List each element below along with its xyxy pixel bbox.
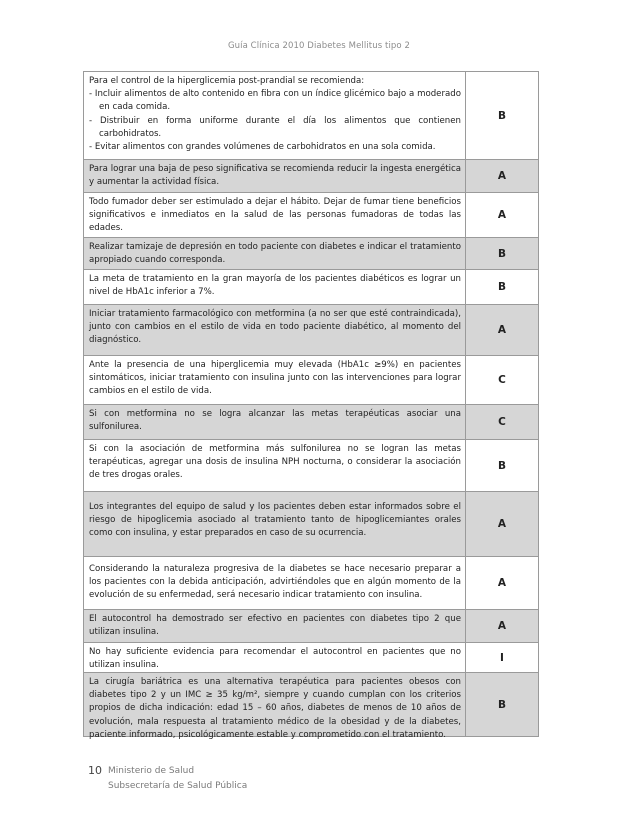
recommendation-text: Todo fumador deber ser estimulado a dejar el hábito. Dejar de fumar tiene beneficios significativos e inmediatos en la salud de las personas fumadoras de todas las edades. [84,193,466,237]
table-row [84,270,538,305]
table-row [84,673,538,740]
recommendation-intro: Para el control de la hiperglicemia post-prandial se recomienda: [89,76,365,86]
evidence-grade: B [466,238,538,269]
recommendation-text: Considerando la naturaleza progresiva de la diabetes se hace necesario preparar a los pacientes con la debida anticipación, advirtiéndoles que en algún momento de la evolución de su enfermedad, será necesario indicar tratamiento con insulina. [84,557,466,609]
evidence-grade: B [497,459,506,472]
table-row [84,160,538,193]
evidence-grade: A [497,577,507,589]
table-row [84,557,538,610]
table-row [84,72,538,160]
recommendation-text: No hay suficiente evidencia para recomendar el autocontrol en pacientes que no utilizan insulina. [84,643,466,672]
recommendation-text: Iniciar tratamiento farmacológico con metformina (a no ser que esté contraindicada), junto con cambios en el estilo de vida en todo paciente diabético, al momento del diagnóstico. [84,305,466,355]
recommendation-text: Los integrantes del equipo de salud y los pacientes deben estar informados sobre el riesgo de hipoglicemia asociado al tratamiento tanto de hipoglicemiantes orales como con insulina, y estar preparados en caso de su ocurrencia. [84,492,466,556]
recommendation-text: La meta de tratamiento en la gran mayoría de los pacientes diabéticos es lograr un nivel de HbA1c inferior a 7%. [84,270,466,304]
recommendation-text: Si con metformina no se logra alcanzar las metas terapéuticas asociar una sulfonilurea. [84,405,466,439]
evidence-grade: B [466,673,538,736]
footer-organization [108,764,247,794]
table-row [84,238,538,270]
table-row [84,305,538,356]
evidence-grade: A [466,610,538,642]
table-row [84,193,538,238]
recommendation-text: La cirugía bariátrica es una alternativa terapéutica para pacientes obesos con diabetes tipo 2 y un IMC ≥ 35 kg/m², siempre y cuando cumplan con los criterios propios de dicha indicación: edad 15 – 60 años, diabetes de menos de 10 años de evolución, mala respuesta al tratamiento médico de la obesidad y de la diabetes, paciente informado, psicológicamente estable y comprometido con el tratamiento. [84,673,466,736]
evidence-grade: A [466,305,538,355]
footer-ministry: Ministerio de Salud [108,766,195,776]
page-header: Guía Clínica 2010 Diabetes Mellitus tipo 2 [227,41,411,51]
footer-subsecretariat: Subsecretaría de Salud Pública [108,781,248,791]
evidence-grade: I [500,651,504,664]
recommendation-text: El autocontrol ha demostrado ser efectivo en pacientes con diabetes tipo 2 que utilizan insulina. [84,610,466,642]
page-number: 10 [88,764,102,777]
recommendation-text [84,72,466,159]
recommendations-table [83,71,539,740]
evidence-grade: A [466,492,538,556]
table-row [84,356,538,405]
recommendation-bullet: - Incluir alimentos de alto contenido en fibra con un índice glicémico bajo a moderado en cada comida. [89,89,461,113]
recommendation-text: Ante la presencia de una hiperglicemia muy elevada (HbA1c ≥9%) en pacientes sintomáticos, iniciar tratamiento con insulina junto con las intervenciones para lograr cambios en el estilo de vida. [84,356,466,404]
recommendation-bullet: - Evitar alimentos con grandes volúmenes de carbohidratos en una sola comida. [89,142,436,153]
table-row [84,405,538,440]
evidence-grade: C [466,405,538,439]
table-row [84,610,538,643]
recommendation-text: Si con la asociación de metformina más sulfonilurea no se logran las metas terapéuticas, agregar una dosis de insulina NPH nocturna, o considerar la asociación de tres drogas orales. [84,440,466,491]
evidence-grade: B [497,281,506,293]
evidence-grade: C [498,374,506,386]
recommendation-text: Para lograr una baja de peso significativa se recomienda reducir la ingesta energética y aumentar la actividad física. [84,160,466,192]
evidence-grade: B [497,109,506,122]
evidence-grade: A [466,160,538,192]
evidence-grade: A [497,209,507,221]
table-row [84,440,538,492]
table-row [84,492,538,557]
recommendation-bullet: - Distribuir en forma uniforme durante el día los alimentos que contienen carbohidratos. [89,115,461,139]
table-row [84,643,538,673]
recommendation-text: Realizar tamizaje de depresión en todo paciente con diabetes e indicar el tratamiento apropiado cuando corresponda. [84,238,466,269]
